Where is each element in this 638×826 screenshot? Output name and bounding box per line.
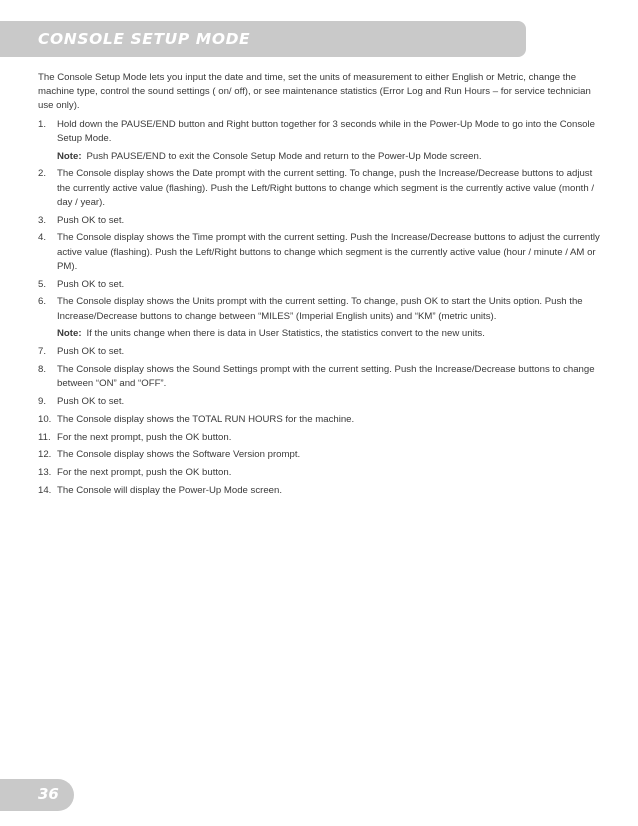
list-item (38, 413, 606, 427)
step-text: The Console will display the Power-Up Mode screen. (57, 484, 283, 496)
list-item (38, 363, 606, 391)
list-item (38, 448, 606, 462)
note-label: Note: (57, 150, 82, 162)
list-item (38, 167, 606, 210)
step-number: 11. (38, 431, 51, 443)
list-item (38, 484, 606, 498)
step-text: Push OK to set. (57, 214, 125, 226)
step-text: For the next prompt, push the OK button. (57, 431, 232, 443)
step-text: The Console display shows the Units prompt with the current setting. To change, push OK to start the Units option. Push the Increase/Decrease buttons to change between “MILES” (Imperial English units) and “KM” (metric units). (57, 296, 583, 322)
step-text: The Console display shows the Time prompt with the current setting. Push the Increase/Decrease buttons to adjust the currently active value (flashing). Push the Left/Right buttons to change which segment is the currently active value (hour / minute / AM or PM). (57, 232, 600, 272)
list-item (38, 214, 606, 228)
list-item (38, 466, 606, 480)
step-number: 1. (38, 118, 47, 130)
step-number: 2. (38, 168, 47, 180)
note-text: If the units change when there is data in User Statistics, the statistics convert to the new units. (86, 328, 485, 340)
step-number: 6. (38, 296, 47, 308)
list-item (38, 395, 606, 409)
step-number: 13. (38, 467, 52, 479)
list-item (38, 295, 606, 323)
step-number: 7. (38, 346, 47, 358)
note-text: Push PAUSE/END to exit the Console Setup Mode and return to the Power-Up Mode screen. (86, 150, 482, 162)
step-text: Push OK to set. (57, 396, 125, 407)
page-number-tab (0, 779, 74, 811)
list-item (38, 278, 606, 292)
step-number: 8. (38, 364, 47, 375)
step-text: The Console display shows the Sound Settings prompt with the current setting. Push the Increase/Decrease buttons to change between “ON” and “OFF”. (57, 364, 595, 390)
step-number: 5. (38, 278, 47, 290)
step-text: The Console display shows the Date prompt with the current setting. To change, push the Increase/Decrease buttons to adjust the currently active value (flashing). Push the Left/Right buttons to change which segment is the currently active value (month / day / year). (57, 168, 594, 208)
step-number: 10. (38, 413, 52, 425)
step-number: 14. (38, 484, 52, 496)
note (57, 327, 606, 341)
intro-paragraph: The Console Setup Mode lets you input the date and time, set the units of measurement to either English or Metric, change the machine type, control the sound settings ( on/ off), or see maintenance statistics (Error Log and Run Hours – for service technician use only). (38, 72, 591, 112)
section-title: CONSOLE SETUP MODE (38, 30, 251, 48)
step-text: For the next prompt, push the OK button. (57, 467, 232, 479)
step-number: 12. (38, 449, 52, 461)
note-label: Note: (57, 328, 82, 340)
document-body (38, 71, 606, 502)
step-text: Hold down the PAUSE/END button and Right button together for 3 seconds while in the Power-Up Mode to go into the Console Setup Mode. (57, 118, 595, 144)
list-item (38, 345, 606, 359)
list-item (38, 118, 606, 146)
step-text: The Console display shows the Software Version prompt. (57, 449, 301, 461)
step-number: 3. (38, 214, 47, 226)
step-text: Push OK to set. (57, 346, 125, 358)
list-item (38, 431, 606, 445)
step-text: The Console display shows the TOTAL RUN HOURS for the machine. (57, 413, 355, 425)
note (57, 150, 606, 164)
list-item (38, 231, 606, 274)
page-number: 36 (38, 785, 59, 803)
step-number: 9. (38, 396, 47, 407)
step-text: Push OK to set. (57, 278, 125, 290)
step-number: 4. (38, 232, 47, 244)
